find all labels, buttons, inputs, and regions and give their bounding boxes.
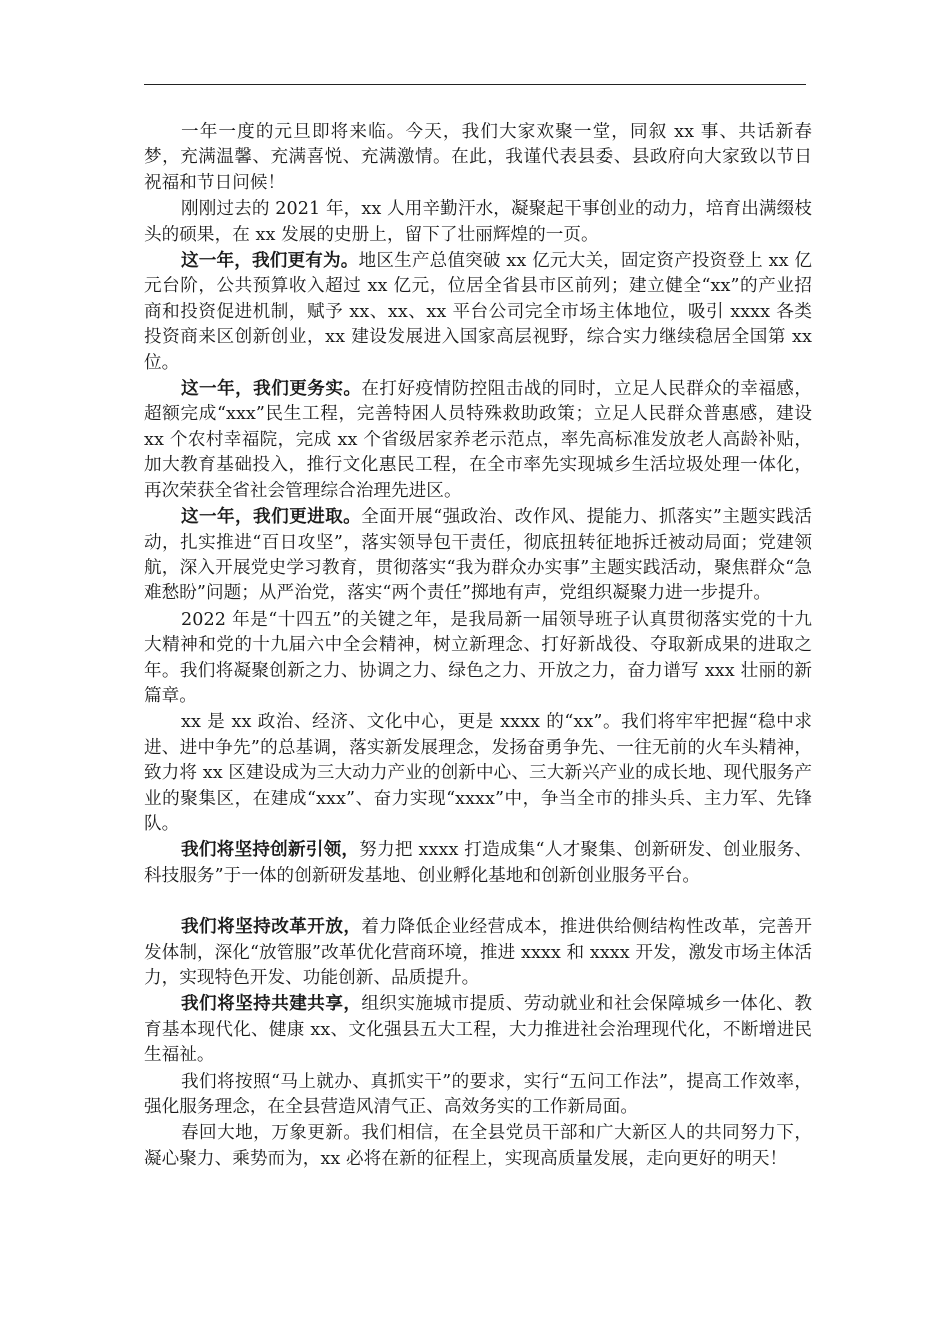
paragraph-text: 地区生产总值突破 xx 亿元大关，固定资产投资登上 xx 亿元台阶，公共预算收入超过 xx 亿元，位居全省县市区前列；建立健全“xx”的产业招商和投资促进机制，赋予 xx、xx、xx 平台公司完全市场主体地位，吸引 xxxx 各类投资商来区创新创业，xx 建设发展进入国家高层视野，综合实力继续稳居全国第 xx 位。	[144, 251, 812, 373]
paragraph-lead: 我们将坚持改革开放，	[181, 916, 362, 938]
paragraph-text: 刚刚过去的 2021 年，xx 人用辛勤汗水，凝聚起干事创业的动力，培育出满缀枝头的硕果，在 xx 发展的史册上，留下了壮丽辉煌的一页。	[144, 199, 812, 245]
paragraph-lead: 这一年，我们更有为。	[181, 250, 359, 272]
paragraph-review-2021	[144, 196, 812, 248]
paragraph-lead: 这一年，我们更进取。	[181, 506, 362, 528]
document-body	[144, 119, 812, 1172]
paragraph-sharing	[144, 991, 812, 1068]
paragraph-achievement-2	[144, 376, 812, 504]
paragraph-text: 春回大地，万象更新。我们相信，在全县党员干部和广大新区人的共同努力下，凝心聚力、乘势而为，xx 必将在新的征程上，实现高质量发展，走向更好的明天！	[144, 1123, 812, 1169]
paragraph-closing	[144, 1120, 812, 1172]
paragraph-text: 全面开展“强政治、改作风、提能力、抓落实”主题实践活动，扎实推进“百日攻坚”，落实领导包干责任，彻底扭转征地拆迁被动局面；党建领航，深入开展党史学习教育，贯彻落实“我为群众办实事”主题实践活动，聚焦群众“急难愁盼”问题；从严治党，落实“两个责任”掷地有声，党组织凝聚力进一步提升。	[144, 507, 812, 604]
paragraph-text: 努力把 xxxx 打造成集“人才聚集、创新研发、创业服务、科技服务”于一体的创新研发基地、创业孵化基地和创新创业服务平台。	[144, 840, 812, 886]
paragraph-lead: 我们将坚持创新引领，	[181, 839, 360, 861]
paragraph-text: xx 是 xx 政治、经济、文化中心，更是 xxxx 的“xx”。我们将牢牢把握“稳中求进、进中争先”的总基调，落实新发展理念，发扬奋勇争先、一往无前的火车头精神，致力将 xx 区建设成为三大动力产业的创新中心、三大新兴产业的成长地、现代服务产业的聚集区，在建成“xxx”、奋力实现“xxxx”中，争当全市的排头兵、主力军、先锋队。	[144, 712, 812, 834]
paragraph-achievement-3	[144, 504, 812, 607]
paragraph-lead: 我们将坚持共建共享，	[181, 993, 362, 1015]
paragraph-text: 我们将按照“马上就办、真抓实干”的要求，实行“五问工作法”，提高工作效率，强化服务理念，在全县营造风清气正、高效务实的工作新局面。	[144, 1071, 812, 1118]
paragraph-positioning	[144, 709, 812, 837]
paragraph-text: 着力降低企业经营成本，推进供给侧结构性改革，完善开发体制，深化“放管服”改革优化营商环境，推进 xxxx 和 xxxx 开发，激发市场主体活力，实现特色开发、功能创新、品质提升。	[144, 917, 812, 988]
paragraph-achievement-1	[144, 248, 812, 376]
paragraph-reform	[144, 914, 812, 991]
paragraph-greeting	[144, 119, 812, 196]
paragraph-text: 一年一度的元旦即将来临。今天，我们大家欢聚一堂，同叙 xx 事、共话新春梦，充满温馨、充满喜悦、充满激情。在此，我谨代表县委、县政府向大家致以节日祝福和节日问候！	[144, 122, 812, 193]
paragraph-innovation	[144, 837, 812, 889]
paragraph-text: 在打好疫情防控阻击战的同时，立足人民群众的幸福感，超额完成“xxx”民生工程，完善特困人员特殊救助政策；立足人民群众普惠感，建设 xx 个农村幸福院，完成 xx 个省级居家养老示范点，率先高标准发放老人高龄补贴，加大教育基础投入，推行文化惠民工程，在全市率先实现城乡生活垃圾处理一体化，再次荣获全省社会管理综合治理先进区。	[144, 379, 812, 501]
paragraph-work-style	[144, 1069, 812, 1121]
paragraph-text: 2022 年是“十四五”的关键之年，是我局新一届领导班子认真贯彻落实党的十九大精神和党的十九届六中全会精神，树立新理念、打好新战役、夺取新成果的进取之年。我们将凝聚创新之力、协调之力、绿色之力、开放之力，奋力谱写 xxx 壮丽的新篇章。	[144, 609, 812, 706]
blank-line	[144, 889, 812, 914]
paragraph-text: 组织实施城市提质、劳动就业和社会保障城乡一体化、教育基本现代化、健康 xx、文化强县五大工程，大力推进社会治理现代化，不断增进民生福祉。	[144, 994, 812, 1066]
paragraph-lead: 这一年，我们更务实。	[181, 378, 362, 400]
header-rule	[144, 84, 806, 85]
paragraph-outlook-2022	[144, 607, 812, 710]
